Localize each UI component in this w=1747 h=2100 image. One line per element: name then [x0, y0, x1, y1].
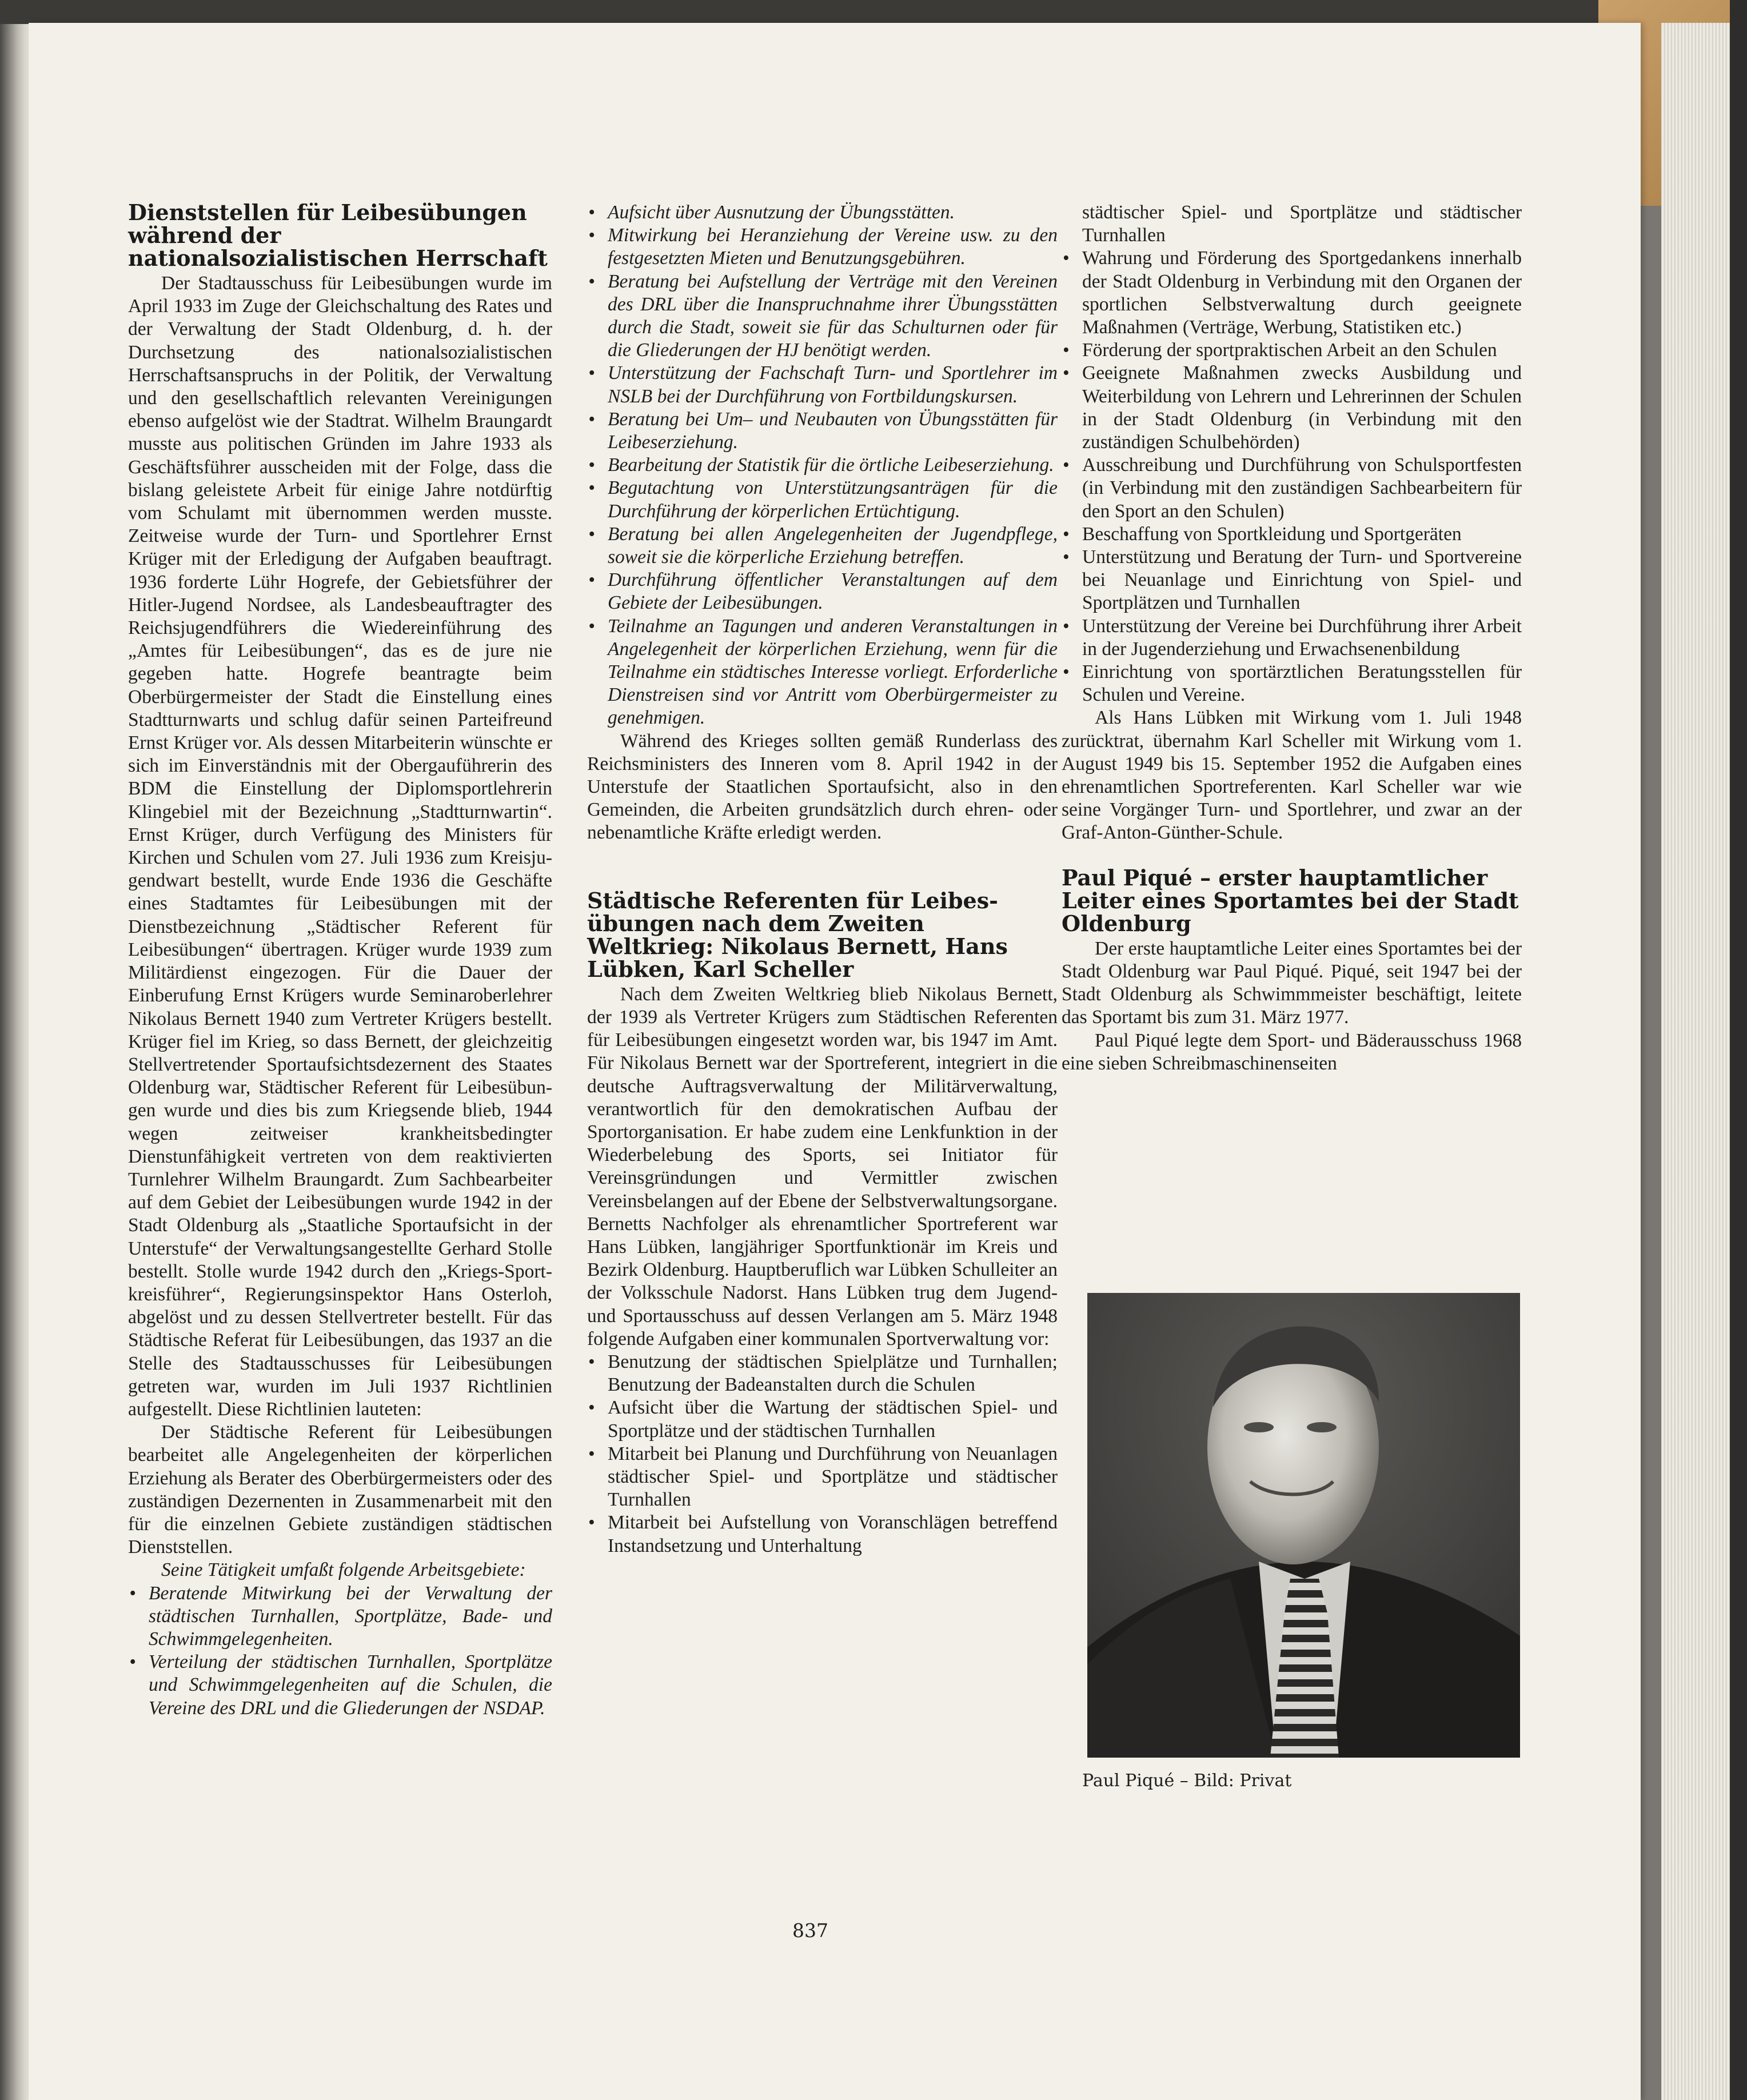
scan-right-edge: [1730, 0, 1747, 2100]
scan-top-edge: [0, 0, 1747, 24]
paragraph: Als Hans Lübken mit Wirkung vom 1. Juli 1948 zurücktrat, übernahm Karl Scheller mit Wirkung vom 1. August 1949 bis 15. September 1952 die Aufgaben eines ehrenamtlichen Sportreferenten. Karl Scheller war wie seine Vorgänger Turn- und Sportlehrer, und zwar an der Graf-Anton-Günther-Schule.: [1062, 707, 1522, 844]
column-1: [128, 201, 552, 1720]
page-number: 837: [792, 1919, 828, 1942]
list-item: • Teilnahme an Tagungen und anderen Veranstaltungen in Angelegenheit der körperlichen Erziehung, wenn für die Teilnahme ein städtisches Interesse vorliegt. Erforderliche Dienstreisen sind vor Antritt vom Oberbürgermeister zu genehmigen.: [587, 615, 1058, 730]
paragraph: Paul Piqué legte dem Sport- und Bäderausschuss 1968 eine sieben Schreibmaschinenseiten: [1062, 1029, 1522, 1074]
task-list: [587, 1351, 1058, 1558]
list-item: • Beratende Mitwirkung bei der Verwaltung der städtischen Turnhallen, Sportplätze, Bade- und Schwimmgelegenheiten.: [128, 1582, 552, 1651]
list-item: • Beschaffung von Sportkleidung und Sportgeräten: [1062, 523, 1522, 546]
list-item: • Unterstützung und Beratung der Turn- und Sportvereine bei Neuanlage und Einrichtung von Spiel- und Sportplätzen und Turnhallen: [1062, 546, 1522, 615]
paragraph: Der erste hauptamtliche Leiter eines Sportamtes bei der Stadt Oldenburg war Paul Piqué. Piqué, seit 1947 bei der Stadt Oldenburg als Schwimmmeister beschäftigt, leitete das Sportamt bis zum 31. März 1977.: [1062, 937, 1522, 1028]
column-3: [1062, 201, 1522, 1075]
list-item: • Mitarbeit bei Aufstellung von Voranschlägen betreffend Instandsetzung und Unterhaltung: [587, 1511, 1058, 1557]
paragraph: Der Städtische Referent für Leibesübungen bearbeitet alle Angelegenheiten der körperlichen Erziehung als Berater des Oberbürgermeisters oder des zuständigen Dezernenten in Zusammenarbeit mit den für die einzelnen Gebiete zuständigen städtischen Dienststellen.: [128, 1422, 552, 1558]
paragraph: Nach dem Zweiten Weltkrieg blieb Nikolaus Bernett, der 1939 als Vertreter Krügers zum Städtischen Referenten für Leibesübungen eingesetzt worden war, bis 1947 im Amt. Für Nikolaus Bernett war der Sportreferent, integriert in die deutsche Auftragsverwaltung der Militärverwaltung, verantwortlich für den demokratischen Aufbau der Sportorganisation. Er habe zudem eine Lenkfunktion in der Wiederbelebung des Sports, sei Initiator für Vereinsgründungen und Vermittler zwischen Vereinsbelangen auf der Ebene der Selbstverwaltungsorgane. Bernetts Nachfolger als ehrenamtlicher Sportreferent war Hans Lübken, langjähriger Sportfunktionär im Kreis und Bezirk Oldenburg. Hauptberuflich war Lübken Schulleiter an der Volksschule Nadorst. Hans Lübken trug dem Jugend- und Sportausschuss auf dessen Verlangen am 5. März 1948 folgende Aufgaben einer kommunalen Sportverwaltung vor:: [587, 983, 1058, 1350]
list-item: • Benutzung der städtischen Spielplätze und Turnhallen; Benutzung der Badeanstalten durch die Schulen: [587, 1351, 1058, 1396]
list-item: • Begutachtung von Unterstützungsanträgen für die Durchführung der körperlichen Ertüchtigung.: [587, 477, 1058, 522]
list-item: • Bearbeitung der Statistik für die örtliche Leibeserziehung.: [587, 454, 1058, 477]
list-item: • Verteilung der städtischen Turnhallen, Sportplätze und Schwimmgelegenheiten auf die Schulen, die Vereine des DRL und die Gliederungen der NSDAP.: [128, 1651, 552, 1720]
book-gutter: [0, 0, 29, 2100]
list-item: • Ausschreibung und Durchführung von Schulsportfesten (in Verbindung mit den zuständigen Sachbearbeitern für den Sport an den Schulen): [1062, 454, 1522, 523]
list-item: • Unterstützung der Vereine bei Durchführung ihrer Arbeit in der Jugenderziehung und Erwachsenenbildung: [1062, 615, 1522, 661]
book-page: [29, 23, 1641, 2100]
column-2: [587, 201, 1058, 1558]
paragraph: Der Stadtausschuss für Leibesübungen wurde im April 1933 im Zuge der Gleichschaltung des Rates und der Verwaltung der Stadt Oldenburg, d. h. der Durchsetzung des nationalsozialistischen Herrschaftsanspruchs in der Politik, der Verwaltung und den gesellschaftlich relevanten Vereinigungen ebenso aufgelöst wie der Stadtrat. Wilhelm Braungardt musste aus politischen Gründen im Jahre 1933 als Geschäftsführer ausscheiden mit der Folge, dass die bislang geleistete Arbeit für einige Jahre notdürftig vom Schulamt mit übernommen werden musste. Zeitweise wurde der Turn- und Sportlehrer Ernst Krüger mit der Erledigung der Aufgaben beauftragt. 1936 forderte Lühr Hogrefe, der Gebietsführer der Hitler-Jugend Nordsee, als Landesbeauftragter des Reichsjugendführers die Wiedereinführung des „Amtes für Leibesübungen“, das es de jure nie gegeben hatte. Hogrefe beantragte beim Oberbürgermeister der Stadt die Einstellung eines Stadtturnwarts und schlug dafür seinen Parteifreund Ernst Krüger vor. Als dessen Mitarbeiterin wünschte er sich im Einverständnis mit der Obergauführerin des BDM die Einstellung der Diplomsportlehrerin Klingebiel mit der Bezeichnung „Stadtturnwartin“. Ernst Krüger, durch Verfügung des Ministers für Kirchen und Schulen vom 27. Juli 1936 zum Kreisjugendwart bestellt, wurde Ende 1936 die Geschäfte eines Stadtamtes für Leibesübungen mit der Dienstbezeichnung „Städtischer Referent für Leibesübungen“ übertragen. Krüger wurde 1939 zum Militärdienst eingezogen. Für die Dauer der Einberufung Ernst Krügers wurde Seminaroberlehrer Nikolaus Bernett 1940 zum Vertreter Krügers bestellt. Krüger fiel im Krieg, so dass Bernett, der gleichzeitig Stellvertretender Sportaufsichtsdezernent des Staates Oldenburg war, Städtischer Referent für Leibesübungen wurde und dies bis zum Kriegsende blieb, 1944 wegen zeitweiser krankheitsbedingter Dienstunfähigkeit vertreten von dem reaktivierten Turnlehrer Wilhelm Braungardt. Zum Sachbearbeiter auf dem Gebiet der Leibesübungen wurde 1942 in der Stadt Oldenburg als „Staatliche Sportaufsicht in der Unterstufe“ der Verwaltungsangestellte Gerhard Stolle bestellt. Stolle wurde 1942 durch den „Kriegs-Sportkreisführer“, Regierungsinspektor Hans Osterloh, abgelöst und zu dessen Stellvertreter bestellt. Für das Städtische Referat für Leibesübungen, das 1937 an die Stelle des Stadtausschusses für Leibesübungen getreten war, wurden im Juli 1937 Richtlinien aufgestellt. Diese Richtlinien lauteten:: [128, 273, 552, 1420]
photo-caption: Paul Piqué – Bild: Privat: [1082, 1771, 1292, 1791]
list-item: • Beratung bei Aufstellung der Verträge mit den Vereinen des DRL über die Inanspruchnahme ihrer Übungsstätten durch die Stadt, soweit sie für das Schulturnen oder für die Gliederungen der HJ benötigt werden.: [587, 270, 1058, 362]
task-list: [128, 1582, 552, 1720]
list-item: • Wahrung und Förderung des Sportgedankens innerhalb der Stadt Oldenburg in Verbindung mit den Organen der sportlichen Selbstverwaltung durch geeignete Maßnahmen (Verträge, Werbung, Statistiken etc.): [1062, 247, 1522, 339]
list-item: • Aufsicht über Ausnutzung der Übungsstätten.: [587, 201, 1058, 224]
list-item: • Einrichtung von sportärztlichen Beratungsstellen für Schulen und Vereine.: [1062, 661, 1522, 706]
list-item: • Geeignete Maßnahmen zwecks Ausbildung und Weiterbildung von Lehrern und Lehrerinnen der Schulen in der Stadt Oldenburg (in Verbindung mit den zuständigen Schulbehörden): [1062, 362, 1522, 454]
task-list: [587, 201, 1058, 730]
list-item: • Durchführung öffentlicher Veranstaltungen auf dem Gebiete der Leibesübungen.: [587, 569, 1058, 614]
portrait-photo: [1087, 1293, 1520, 1758]
section-heading: Städtische Referenten für Leibesübungen nach dem Zweiten Weltkrieg: Nikolaus Bernett, Hans Lübken, Karl Scheller: [587, 887, 1008, 982]
list-item: • Unterstützung der Fachschaft Turn- und Sportlehrer im NSLB bei der Durchführung von Fortbildungskursen.: [587, 362, 1058, 408]
list-item: • Aufsicht über die Wartung der städtischen Spiel- und Sportplätze und der städtischen Turnhallen: [587, 1396, 1058, 1442]
task-list: [1062, 247, 1522, 706]
section-heading: Dienststellen für Leibesübungen während der nationalsozialistischen Herrschaft: [128, 199, 548, 271]
list-item: • Förderung der sportpraktischen Arbeit an den Schulen: [1062, 339, 1522, 362]
list-item: • Beratung bei allen Angelegenheiten der Jugendpflege, soweit sie die körperliche Erziehung betreffen.: [587, 523, 1058, 569]
section-heading: Paul Piqué – erster hauptamtlicher Leiter eines Sportamtes bei der Stadt Oldenburg: [1062, 864, 1519, 936]
portrait-photo-drawing: [1087, 1293, 1520, 1758]
list-item: • Beratung bei Um– und Neubauten von Übungsstätten für Leibeserziehung.: [587, 408, 1058, 454]
paragraph: Seine Tätigkeit umfaßt folgende Arbeitsgebiete:: [161, 1559, 526, 1581]
list-continuation: städtischer Spiel- und Sportplätze und städtischer Turnhallen: [1082, 202, 1522, 246]
list-item: • Mitwirkung bei Heranziehung der Vereine usw. zu den festgesetzten Mieten und Benutzungsgebühren.: [587, 224, 1058, 270]
paragraph: Während des Krieges sollten gemäß Runderlass des Reichsministers des Inneren vom 8. April 1942 in der Unterstufe der Staatlichen Sportaufsicht, also in den Gemeinden, die Arbeiten grundsätzlich durch ehren- oder nebenamtliche Kräfte erledigt werden.: [587, 730, 1058, 844]
list-item: • Mitarbeit bei Planung und Durchführung von Neuanlagen städtischer Spiel- und Sportplätze und städtischer Turnhallen: [587, 1443, 1058, 1512]
